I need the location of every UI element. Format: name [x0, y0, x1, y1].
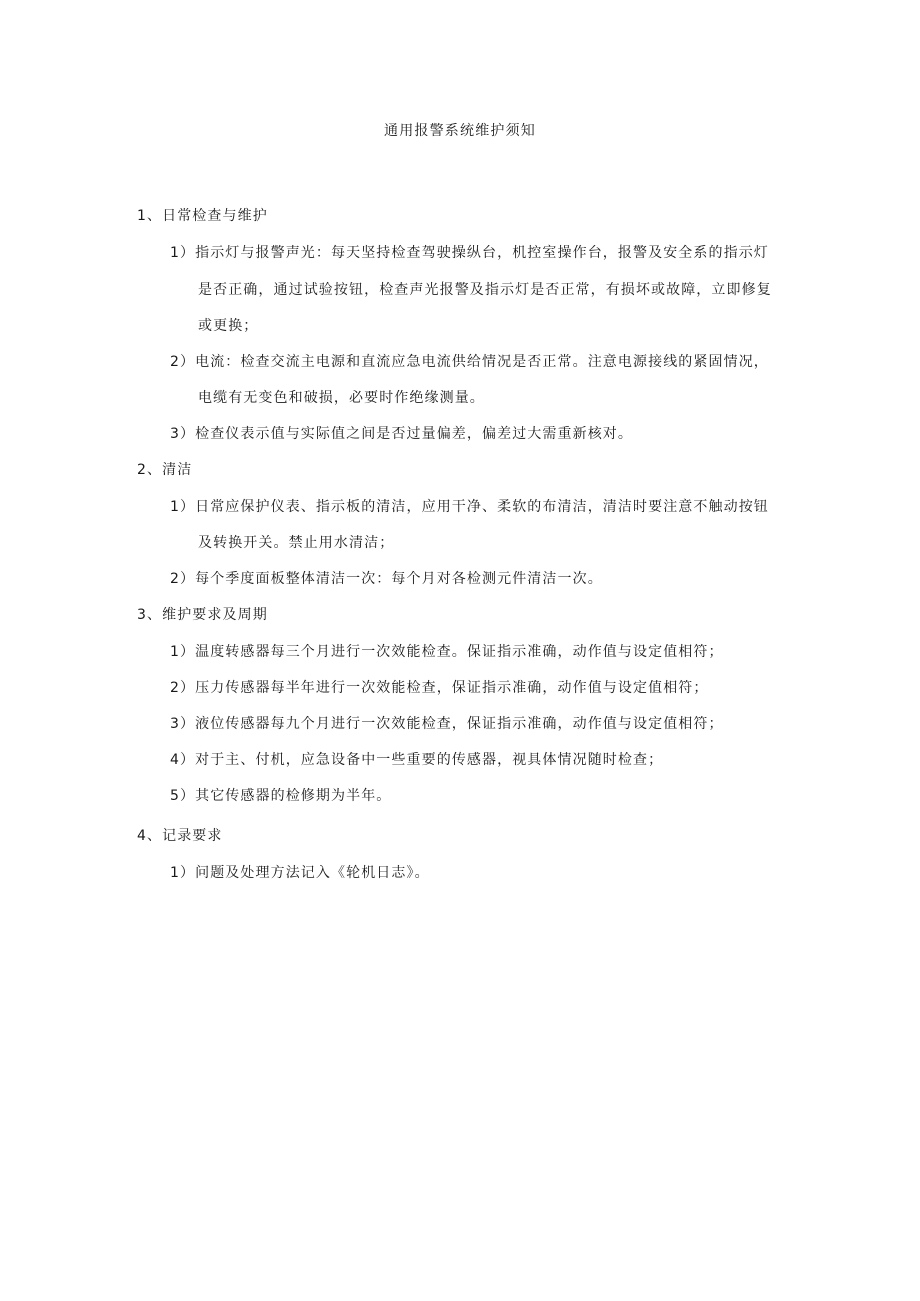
item-number: 2） [170, 354, 196, 370]
item-number: 2） [170, 571, 196, 587]
item-number: 2） [170, 680, 196, 696]
item-text-continuation: 或更换； [198, 318, 259, 334]
item-number: 5） [170, 788, 196, 804]
item-number: 1） [170, 245, 196, 261]
item-text: 每个季度面板整体清洁一次：每个月对各检测元件清洁一次。 [195, 571, 603, 587]
section-heading: 4、记录要求 [137, 828, 223, 844]
item-text: 问题及处理方法记入《轮机日志》。 [195, 865, 430, 881]
item-text-continuation: 及转换开关。禁止用水清洁； [198, 535, 395, 551]
item-text: 日常应保护仪表、指示板的清洁，应用干净、柔软的布清洁，清洁时要注意不触动按钮 [195, 499, 769, 515]
list-item [170, 786, 391, 806]
section-heading: 2、清洁 [137, 462, 193, 478]
item-text: 压力传感器每半年进行一次效能检查，保证指示准确，动作值与设定值相符； [195, 680, 709, 696]
item-number: 3） [170, 716, 196, 732]
item-number: 1） [170, 644, 196, 660]
list-item [170, 497, 769, 517]
list-item [170, 243, 769, 263]
list-item [170, 352, 769, 372]
item-text-continuation: 电缆有无变色和破损，必要时作绝缘测量。 [198, 390, 485, 406]
item-text: 指示灯与报警声光：每天坚持检查驾驶操纵台，机控室操作台，报警及安全系的指示灯 [195, 245, 769, 261]
item-text: 温度转感器每三个月进行一次效能检查。保证指示准确，动作值与设定值相符； [195, 644, 724, 660]
item-text-continuation: 是否正确，通过试验按钮，检查声光报警及指示灯是否正常，有损坏或故障，立即修复 [198, 282, 772, 298]
list-item [170, 642, 724, 662]
item-text: 其它传感器的检修期为半年。 [195, 788, 392, 804]
list-item [170, 424, 633, 444]
item-number: 1） [170, 865, 196, 881]
item-text: 液位传感器每九个月进行一次效能检查，保证指示准确，动作值与设定值相符； [195, 716, 724, 732]
list-item [170, 714, 724, 734]
list-item [170, 750, 663, 770]
list-item [170, 569, 603, 589]
page-title: 通用报警系统维护须知 [384, 123, 536, 139]
list-item [170, 863, 430, 883]
item-number: 4） [170, 752, 196, 768]
list-item [170, 678, 709, 698]
section-heading: 3、维护要求及周期 [137, 607, 268, 623]
section-heading: 1、日常检查与维护 [137, 208, 268, 224]
item-text: 电流：检查交流主电源和直流应急电流供给情况是否正常。注意电源接线的紧固情况， [195, 354, 769, 370]
item-text: 检查仪表示值与实际值之间是否过量偏差，偏差过大需重新核对。 [195, 426, 634, 442]
item-number: 3） [170, 426, 196, 442]
item-number: 1） [170, 499, 196, 515]
item-text: 对于主、付机，应急设备中一些重要的传感器，视具体情况随时检查； [195, 752, 664, 768]
